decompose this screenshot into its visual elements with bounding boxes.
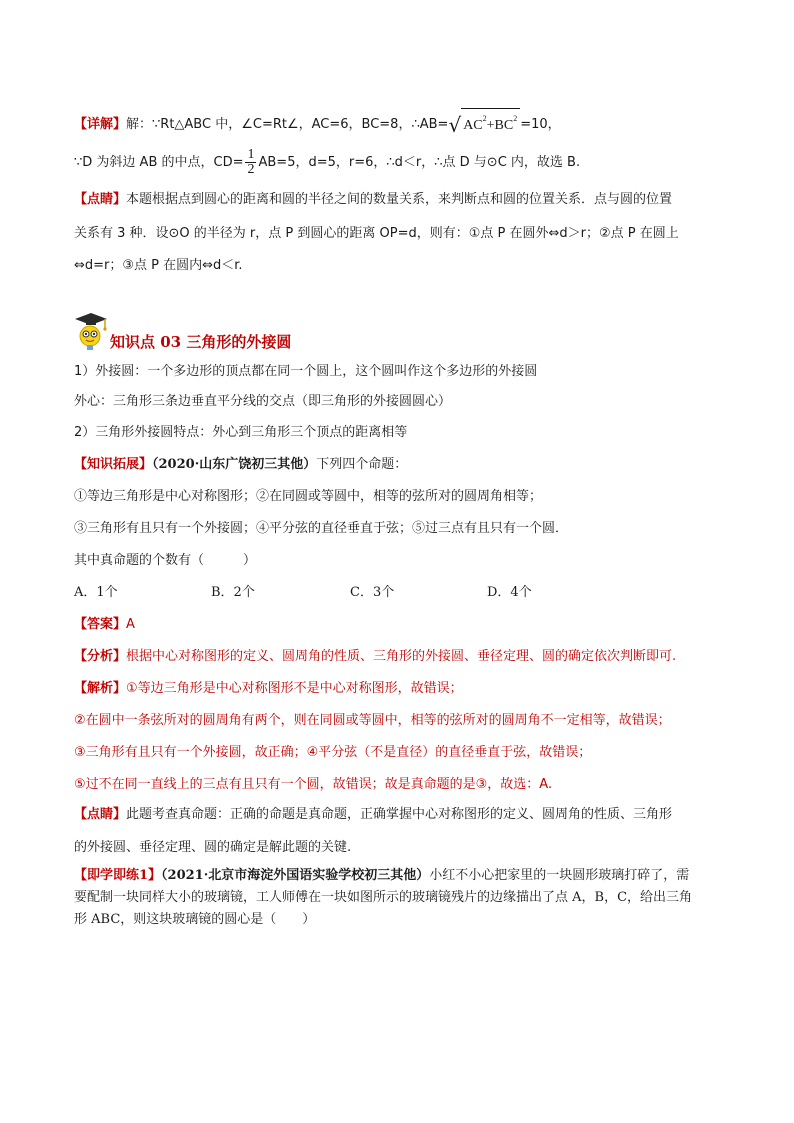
detail-line-1 bbox=[74, 108, 724, 135]
exponent-2: 2 bbox=[513, 114, 518, 123]
fraction-one-half bbox=[245, 148, 256, 177]
detail-text-2a: ∵D 为斜边 AB 的中点，CD= bbox=[74, 155, 244, 170]
exponent-1: 2 bbox=[482, 114, 487, 123]
answer-line bbox=[74, 615, 724, 635]
practice-text-1: 小红不小心把家里的一块圆形玻璃打碎了，需 bbox=[429, 868, 690, 883]
option-d: D．4个 bbox=[487, 585, 532, 600]
option-c: C．3个 bbox=[350, 585, 395, 600]
detail-tag: 【详解】 bbox=[74, 117, 127, 132]
solution-line-2: ②在圆中一条弦所对的圆周角有两个，则在同圆或等圆中，相等的弦所对的圆周角不一定相等，故错误； bbox=[74, 713, 671, 728]
detail-text-1b: =10， bbox=[520, 117, 561, 132]
detail-text-1a: 解：∵Rt△ABC 中，∠C=Rt∠，AC=6，BC=8，∴AB= bbox=[126, 117, 449, 132]
solution-line-3: ③三角形有且只有一个外接圆，故正确；④平分弦（不是直径）的直径垂直于弦，故错误； bbox=[74, 745, 592, 760]
fraction-denominator: 2 bbox=[247, 162, 255, 177]
comment1-line-2: 关系有 3 种．设⊙O 的半径为 r，点 P 到圆心的距离 OP=d，则有：①点 P 在圆外⇔d＞r；②点 P 在圆上 bbox=[74, 226, 679, 241]
comment-tag: 【点睛】 bbox=[74, 192, 127, 207]
ext-options bbox=[74, 583, 634, 603]
practice-line-3: 形 ABC，则这块玻璃镜的圆心是（ ） bbox=[74, 912, 316, 927]
knowledge-p2: 外心：三角形三条边垂直平分线的交点（即三角形的外接圆圆心） bbox=[74, 394, 452, 409]
comment1-line-1 bbox=[74, 190, 724, 210]
comment1-line-3: ⇔d=r；③点 P 在圆内⇔d＜r. bbox=[74, 258, 243, 273]
comment2-text-1: 此题考查真命题：正确的命题是真命题，正确掌握中心对称图形的定义、圆周角的性质、三角形 bbox=[126, 807, 673, 822]
solution-tag: 【解析】 bbox=[74, 681, 127, 696]
knowledge-p1: 1）外接圆：一个多边形的顶点都在同一个圆上，这个圆叫作这个多边形的外接圆 bbox=[74, 364, 538, 379]
comment-tag-2: 【点睛】 bbox=[74, 807, 127, 822]
practice-tag: 【即学即练1】 bbox=[74, 868, 162, 883]
answer-tag: 【答案】 bbox=[74, 617, 127, 632]
ext-title-line bbox=[74, 455, 724, 475]
sqrt-term-bc: +BC bbox=[486, 118, 514, 133]
option-b: B．2个 bbox=[211, 585, 255, 600]
comment1-text-1: 本题根据点到圆心的距离和圆的半径之间的数量关系，来判断点和圆的位置关系．点与圆的位置 bbox=[126, 192, 673, 207]
practice-line-2: 要配制一块同样大小的玻璃镜，工人师傅在一块如图所示的玻璃镜残片的边缘描出了点 A，B，C，给出三角 bbox=[74, 890, 693, 905]
ext-source: （2020·山东广饶初三其他） bbox=[152, 457, 317, 472]
analysis-line bbox=[74, 647, 724, 667]
solution-text-1: ①等边三角形是中心对称图形不是中心对称图形，故错误； bbox=[126, 681, 463, 696]
cartoon-scholar-icon bbox=[74, 312, 108, 352]
sqrt-term-ac: AC bbox=[463, 118, 483, 133]
analysis-text: 根据中心对称图形的定义、圆周角的性质、三角形的外接圆、垂径定理、圆的确定依次判断即可. bbox=[126, 649, 677, 664]
answer-value: A bbox=[126, 617, 135, 632]
knowledge-heading bbox=[74, 318, 291, 352]
ext-line-2: ③三角形有且只有一个外接圆；④平分弦的直径垂直于弦；⑤过三点有且只有一个圆． bbox=[74, 521, 569, 536]
fraction-numerator: 1 bbox=[247, 147, 255, 162]
solution-line-1 bbox=[74, 679, 724, 699]
comment2-line-2: 的外接圆、垂径定理、圆的确定是解此题的关键. bbox=[74, 840, 352, 855]
ext-stem: 下列四个命题： bbox=[316, 457, 408, 472]
detail-text-2b: AB=5，d=5，r=6，∴d＜r，∴点 D 与⊙C 内，故选 B. bbox=[258, 155, 581, 170]
ext-line-1: ①等边三角形是中心对称图形；②在同圆或等圆中，相等的弦所对的圆周角相等； bbox=[74, 489, 543, 504]
solution-line-4: ⑤过不在同一直线上的三点有且只有一个圆，故错误；故是真命题的是③，故选：A. bbox=[74, 777, 553, 792]
analysis-tag: 【分析】 bbox=[74, 649, 127, 664]
sqrt-expression bbox=[448, 108, 520, 135]
detail-line-2 bbox=[74, 148, 724, 177]
knowledge-heading-title: 知识点 03 三角形的外接圆 bbox=[110, 333, 292, 351]
practice-source: （2021·北京市海淀外国语实验学校初三其他） bbox=[161, 868, 430, 883]
comment2-line-1 bbox=[74, 805, 724, 825]
practice-line-1 bbox=[74, 866, 724, 886]
sqrt-sign-icon: √ bbox=[448, 113, 462, 137]
knowledge-p3: 2）三角形外接圆特点：外心到三角形三个顶点的距离相等 bbox=[74, 425, 408, 440]
knowledge-ext-tag: 【知识拓展】 bbox=[74, 457, 153, 472]
option-a: A．1个 bbox=[74, 585, 118, 600]
ext-line-3: 其中真命题的个数有（ ） bbox=[74, 553, 257, 568]
